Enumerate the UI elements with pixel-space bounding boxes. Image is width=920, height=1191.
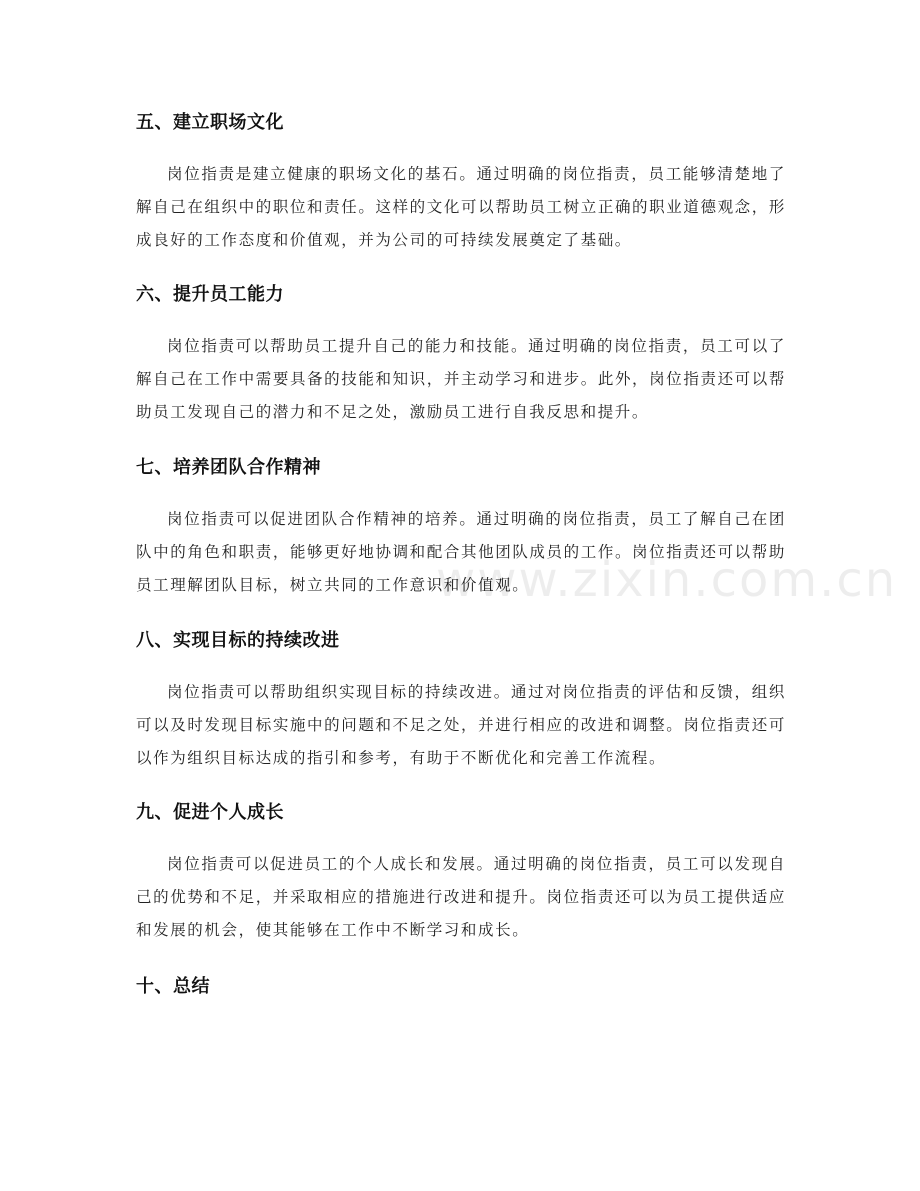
section-paragraph: 岗位指责可以促进员工的个人成长和发展。通过明确的岗位指责，员工可以发现自己的优势和不足，并采取相应的措施进行改进和提升。岗位指责还可以为员工提供适应和发展的机会，使其能够在工作中不断学习和成长。 <box>136 855 786 939</box>
section-paragraph: 岗位指责可以帮助组织实现目标的持续改进。通过对岗位指责的评估和反馈，组织可以及时发现目标实施中的问题和不足之处，并进行相应的改进和调整。岗位指责还可以作为组织目标达成的指引和参考，有助于不断优化和完善工作流程。 <box>136 683 786 767</box>
section-8 <box>136 628 786 775</box>
section-9 <box>136 800 786 947</box>
section-heading: 六、提升员工能力 <box>136 284 284 305</box>
section-heading: 九、促进个人成长 <box>136 802 284 823</box>
section-heading: 七、培养团队合作精神 <box>136 457 321 478</box>
section-heading: 五、建立职场文化 <box>136 112 284 133</box>
section-10 <box>136 974 786 1000</box>
watermark: www.zixin.com.cn <box>436 552 898 608</box>
section-5 <box>136 110 786 257</box>
section-heading: 十、总结 <box>136 976 210 997</box>
section-7 <box>136 455 786 602</box>
section-heading: 八、实现目标的持续改进 <box>136 630 340 651</box>
section-paragraph: 岗位指责是建立健康的职场文化的基石。通过明确的岗位指责，员工能够清楚地了解自己在组织中的职位和责任。这样的文化可以帮助员工树立正确的职业道德观念，形成良好的工作态度和价值观，并为公司的可持续发展奠定了基础。 <box>136 165 786 249</box>
section-6 <box>136 282 786 429</box>
section-paragraph: 岗位指责可以帮助员工提升自己的能力和技能。通过明确的岗位指责，员工可以了解自己在工作中需要具备的技能和知识，并主动学习和进步。此外，岗位指责还可以帮助员工发现自己的潜力和不足之处，激励员工进行自我反思和提升。 <box>136 337 786 421</box>
section-paragraph: 岗位指责可以促进团队合作精神的培养。通过明确的岗位指责，员工了解自己在团队中的角色和职责，能够更好地协调和配合其他团队成员的工作。岗位指责还可以帮助员工理解团队目标，树立共同的工作意识和价值观。 <box>136 510 786 594</box>
